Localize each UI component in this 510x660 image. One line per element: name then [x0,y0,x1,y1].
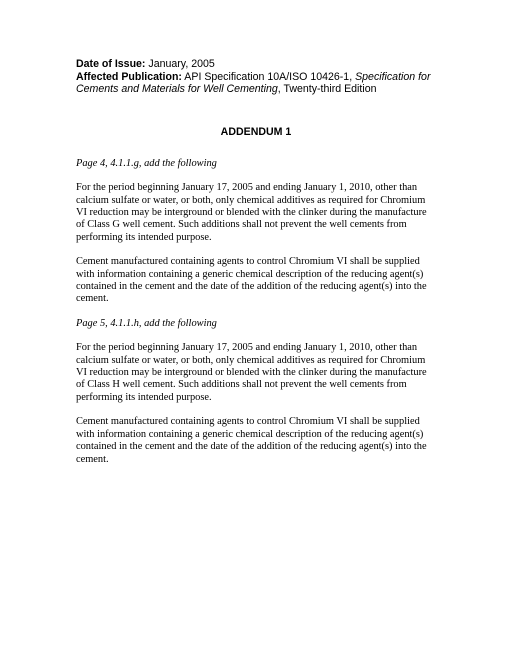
section-paragraph: Cement manufactured containing agents to control Chromium VI shall be supplied with information containing a generic chemical description of the reducing agent(s) contained in the cement and the date of the addition of the reducing agent(s) into the cement. [76,256,427,305]
affected-publication-suffix: , Twenty-third Edition [277,83,377,96]
date-of-issue-label: Date of Issue: [76,58,146,70]
document-header [76,58,436,96]
addendum-title: ADDENDUM 1 [220,125,292,138]
section-paragraph: For the period beginning January 17, 2005 and ending January 1, 2010, other than calcium sulfate or water, or both, only chemical additives as required for Chromium VI reduction may be interground or blended with the clinker during the manufacture of Class G well cement. Such additions shall not prevent the well cements from performing its intended purpose. [76,182,427,243]
affected-publication-prefix: API Specification 10A/ISO 10426-1, [181,70,356,83]
affected-publication-line [76,71,436,96]
affected-publication-label: Affected Publication: [76,70,182,83]
document-body [76,158,436,466]
date-of-issue-line [76,58,436,71]
date-of-issue-value: January, 2005 [145,58,215,70]
section-title: Page 5, 4.1.1.h, add the following [76,317,217,329]
affected-publication-title: Specification for Cements and Materials for Well Cementing [76,70,431,96]
section-paragraph: Cement manufactured containing agents to control Chromium VI shall be supplied with information containing a generic chemical description of the reducing agent(s) contained in the cement and the date of the addition of the reducing agent(s) into the cement. [76,416,427,465]
section-paragraph: For the period beginning January 17, 2005 and ending January 1, 2010, other than calcium sulfate or water, or both, only chemical additives as required for Chromium VI reduction may be interground or blended with the clinker during the manufacture of Class H well cement. Such additions shall not prevent the well cements from performing its intended purpose. [76,342,427,403]
document-page [76,58,436,478]
section-title: Page 4, 4.1.1.g, add the following [76,157,217,169]
